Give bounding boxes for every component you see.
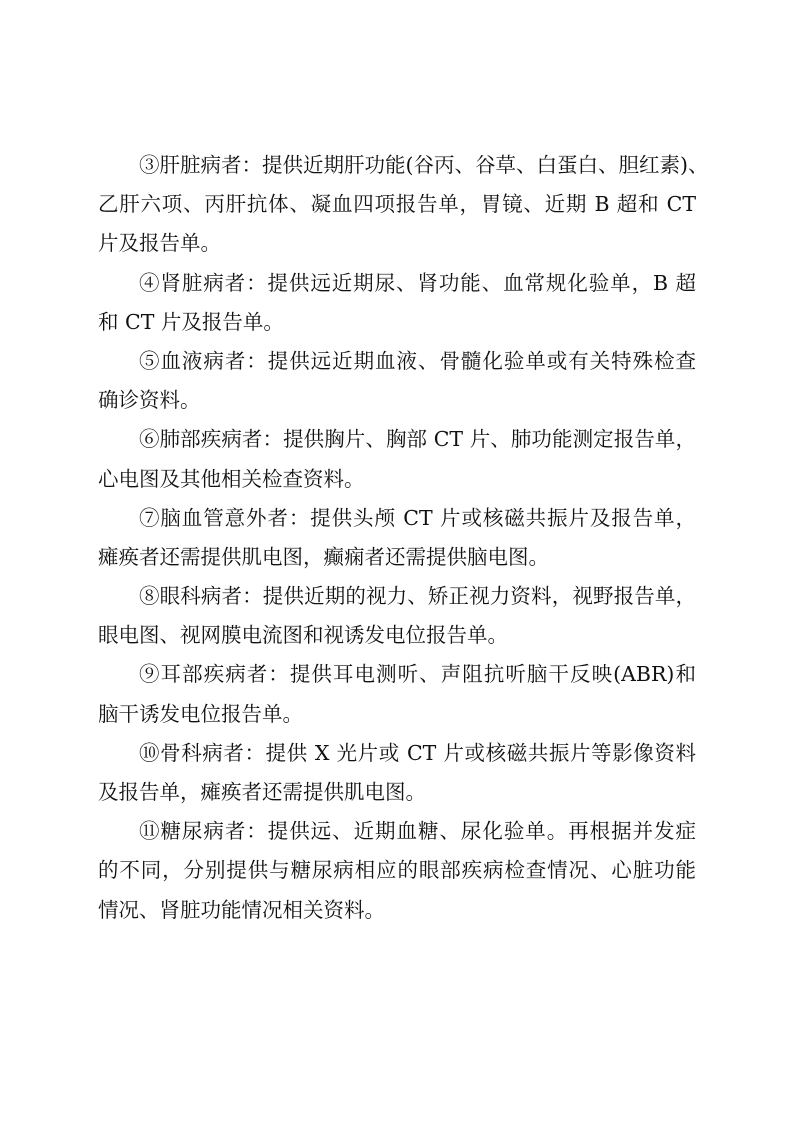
paragraph-line: 及报告单，瘫痪者还需提供肌电图。 — [98, 780, 426, 804]
paragraph-line: 片及报告单。 — [98, 231, 221, 256]
paragraph-line: ④肾脏病者：提供远近期尿、肾功能、血常规化验单，B 超 — [139, 270, 696, 295]
paragraph-line: ⑤血液病者：提供远近期血液、骨髓化验单或有关特殊检查 — [139, 348, 696, 373]
paragraph-blood — [98, 342, 696, 420]
paragraph-lung — [98, 420, 696, 498]
paragraph-liver — [98, 146, 709, 264]
paragraph-line: ⑩骨科病者：提供 X 光片或 CT 片或核磁共振片等影像资料 — [139, 740, 696, 765]
document-body — [98, 146, 709, 930]
paragraph-line: 心电图及其他相关检查资料。 — [98, 466, 365, 491]
paragraph-line: 的不同，分别提供与糖尿病相应的眼部疾病检查情况、心脏功能 — [98, 858, 696, 883]
paragraph-bone — [98, 734, 696, 812]
paragraph-brain — [98, 499, 696, 577]
paragraph-line: ⑦脑血管意外者：提供头颅 CT 片或核磁共振片及报告单， — [139, 505, 696, 530]
paragraph-line: 瘫痪者还需提供肌电图，癫痫者还需提供脑电图。 — [98, 544, 549, 569]
paragraph-line: ⑥肺部疾病者：提供胸片、胸部 CT 片、肺功能测定报告单， — [139, 427, 696, 452]
paragraph-diabetes — [98, 812, 696, 930]
paragraph-kidney — [98, 264, 696, 342]
paragraph-line: 和 CT 片及报告单。 — [98, 309, 284, 334]
paragraph-line: ③肝脏病者：提供近期肝功能(谷丙、谷草、白蛋白、胆红素)、 — [139, 153, 709, 177]
paragraph-line: 眼电图、视网膜电流图和视诱发电位报告单。 — [98, 623, 508, 648]
paragraph-ear — [98, 655, 696, 733]
paragraph-line: ⑨耳部疾病者：提供耳电测听、声阻抗听脑干反映(ABR)和 — [139, 662, 696, 687]
paragraph-line: ⑧眼科病者：提供近期的视力、矫正视力资料，视野报告单， — [139, 584, 696, 609]
paragraph-line: ⑪糖尿病者：提供远、近期血糖、尿化验单。再根据并发症 — [139, 819, 696, 844]
paragraph-line: 脑干诱发电位报告单。 — [98, 701, 303, 726]
paragraph-line: 确诊资料。 — [98, 388, 201, 413]
paragraph-line: 乙肝六项、丙肝抗体、凝血四项报告单，胃镜、近期 B 超和 CT — [98, 192, 696, 217]
paragraph-line: 情况、肾脏功能情况相关资料。 — [98, 897, 385, 922]
paragraph-eye — [98, 577, 696, 655]
